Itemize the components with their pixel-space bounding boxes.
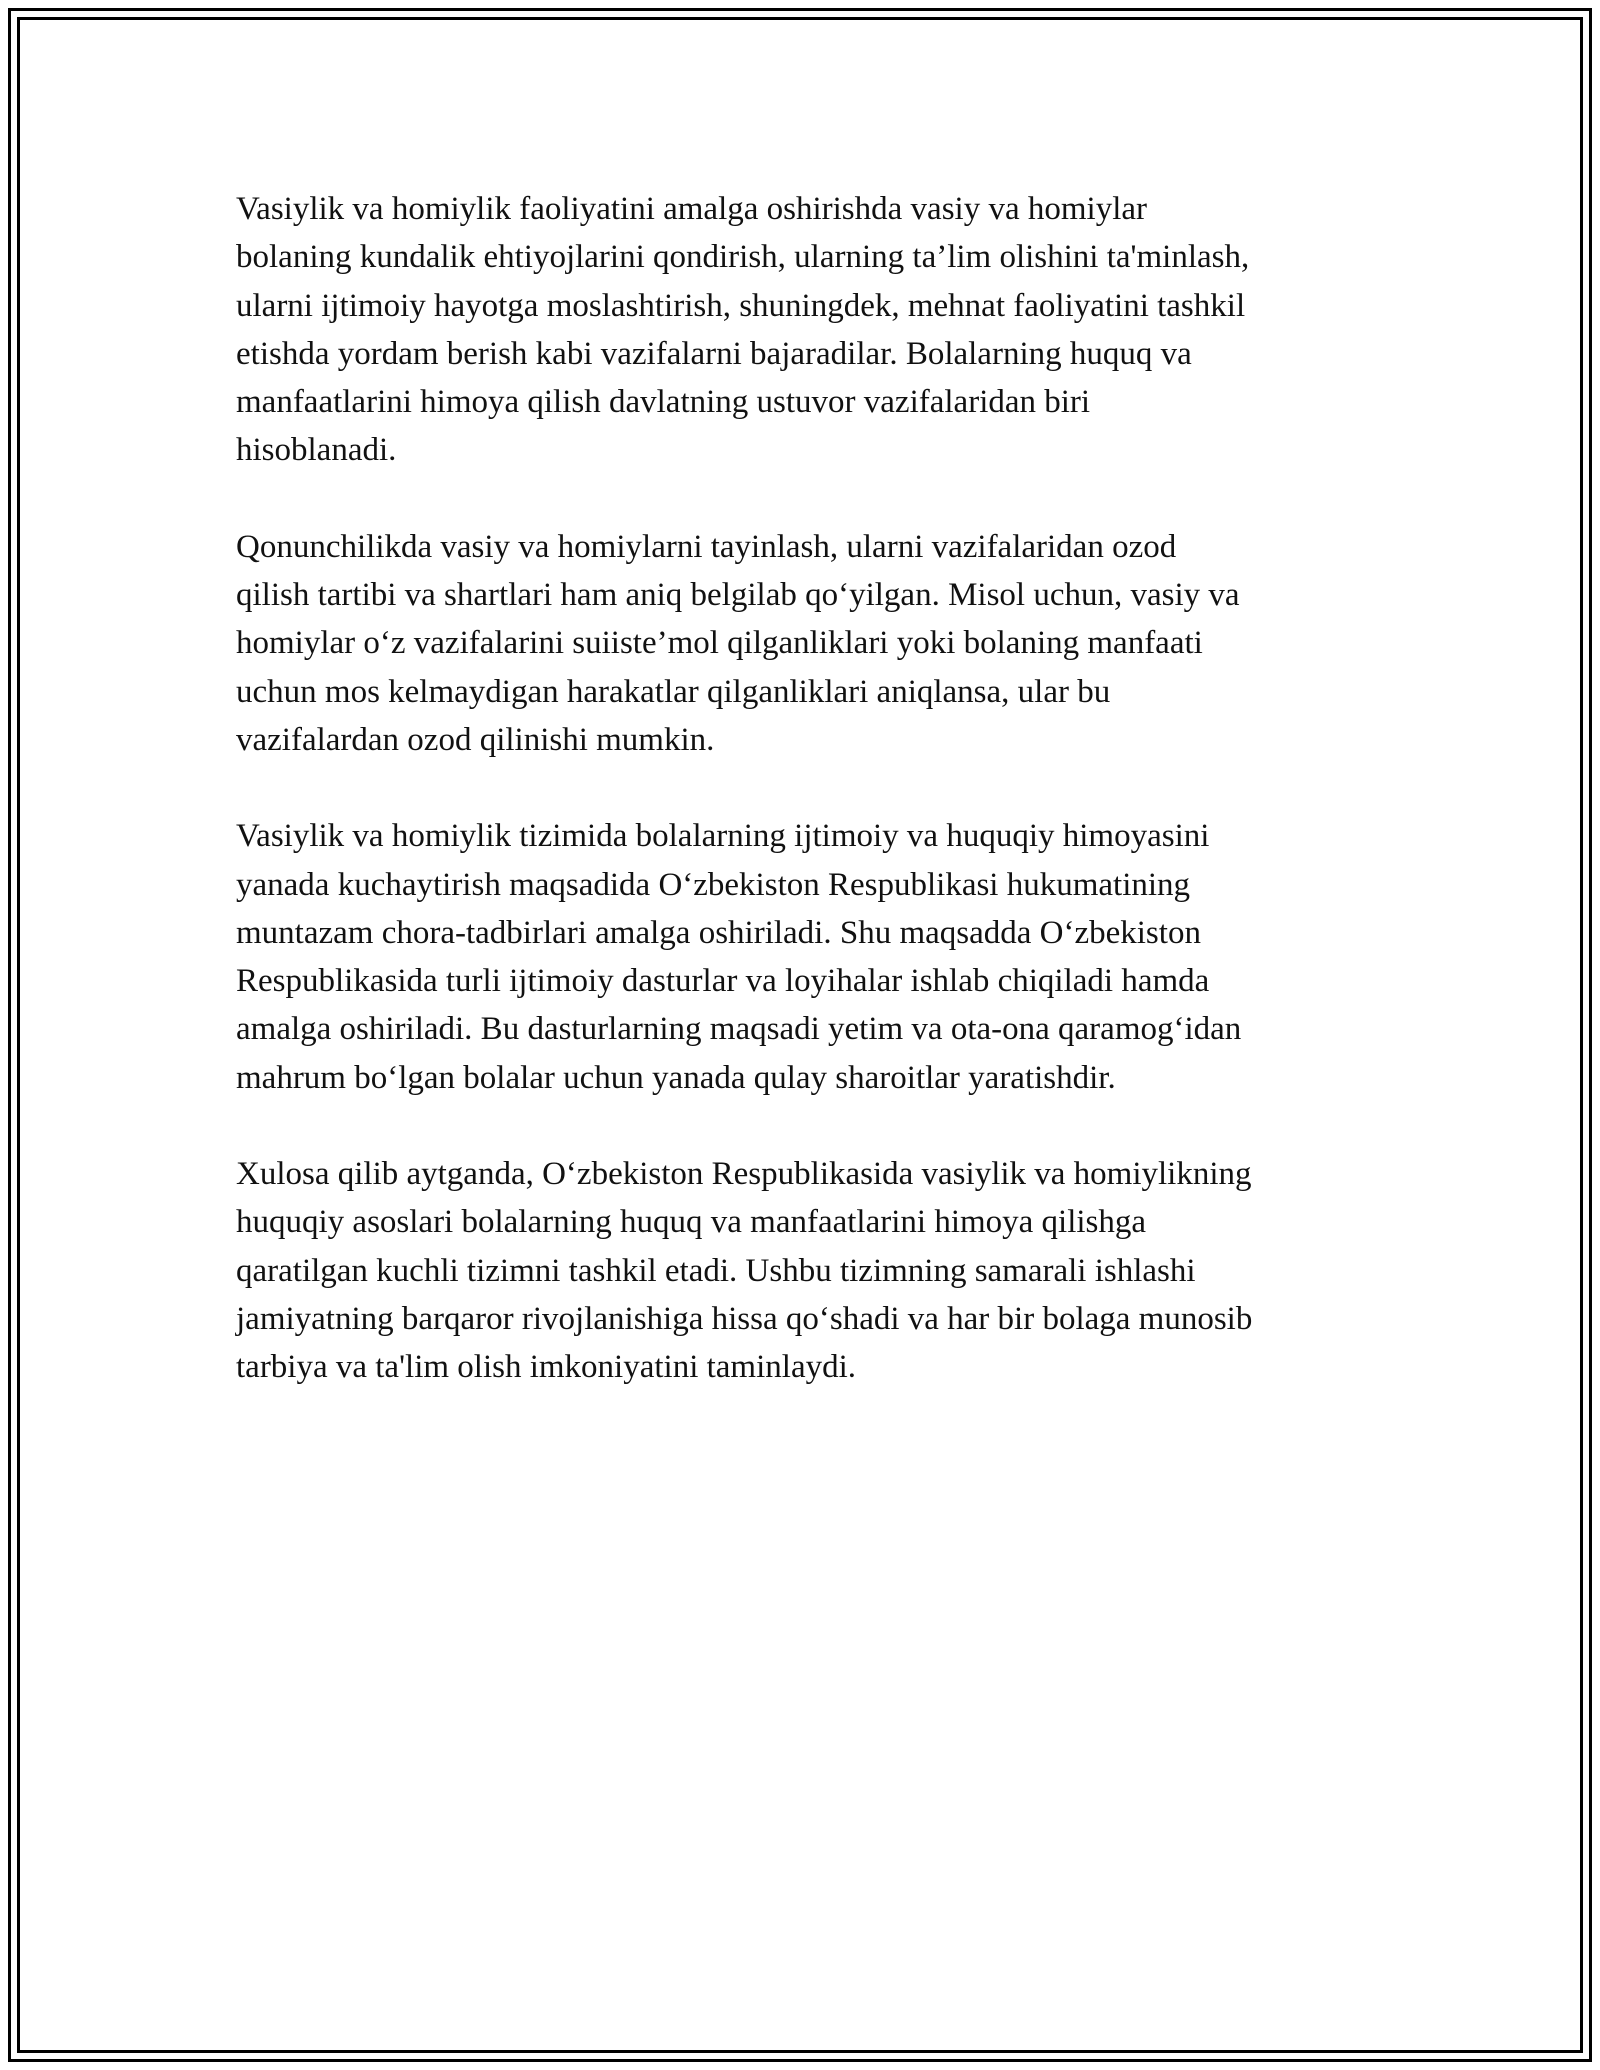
document-body bbox=[236, 185, 1386, 1440]
text-line: tarbiya va ta'lim olish imkoniyatini taminlaydi. bbox=[236, 1349, 857, 1386]
text-line: amalga oshiriladi. Bu dasturlarning maqsadi yetim va ota-ona qaramog‘idan bbox=[236, 1011, 1242, 1048]
text-line: etishda yordam berish kabi vazifalarni bajaradilar. Bolalarning huquq va bbox=[236, 335, 1192, 372]
paragraph-3 bbox=[236, 812, 1386, 1102]
text-line: Vasiylik va homiylik tizimida bolalarning ijtimoiy va huquqiy himoyasini bbox=[236, 818, 1210, 855]
text-line: jamiyatning barqaror rivojlanishiga hissa qo‘shadi va har bir bolaga munosib bbox=[236, 1300, 1253, 1337]
text-line: uchun mos kelmaydigan harakatlar qilganliklari aniqlansa, ular bu bbox=[236, 673, 1111, 710]
text-line: yanada kuchaytirish maqsadida O‘zbekiston Respublikasi hukumatining bbox=[236, 866, 1191, 903]
text-line: qaratilgan kuchli tizimni tashkil etadi. Ushbu tizimning samarali ishlashi bbox=[236, 1252, 1196, 1289]
text-line: Xulosa qilib aytganda, O‘zbekiston Respublikasida vasiylik va homiylikning bbox=[236, 1156, 1252, 1193]
text-line: vazifalardan ozod qilinishi mumkin. bbox=[236, 721, 715, 758]
text-line: Respublikasida turli ijtimoiy dasturlar va loyihalar ishlab chiqiladi hamda bbox=[236, 963, 1210, 1000]
paragraph-2 bbox=[236, 523, 1386, 764]
text-line: bolaning kundalik ehtiyojlarini qondirish, ularning ta’lim olishini ta'minlash, bbox=[236, 239, 1250, 276]
text-line: mahrum bo‘lgan bolalar uchun yanada qulay sharoitlar yaratishdir. bbox=[236, 1059, 1116, 1096]
text-line: huquqiy asoslari bolalarning huquq va manfaatlarini himoya qilishga bbox=[236, 1204, 1147, 1241]
text-line: Qonunchilikda vasiy va homiylarni tayinlash, ularni vazifalaridan ozod bbox=[236, 528, 1177, 565]
paragraph-1 bbox=[236, 185, 1386, 475]
text-line: ularni ijtimoiy hayotga moslashtirish, shuningdek, mehnat faoliyatini tashkil bbox=[236, 287, 1246, 324]
text-line: homiylar o‘z vazifalarini suiiste’mol qilganliklari yoki bolaning manfaati bbox=[236, 625, 1203, 662]
text-line: muntazam chora-tadbirlari amalga oshiriladi. Shu maqsadda O‘zbekiston bbox=[236, 914, 1201, 951]
text-line: qilish tartibi va shartlari ham aniq belgilab qo‘yilgan. Misol uchun, vasiy va bbox=[236, 577, 1240, 614]
text-line: hisoblanadi. bbox=[236, 432, 397, 469]
text-line: Vasiylik va homiylik faoliyatini amalga oshirishda vasiy va homiylar bbox=[236, 191, 1147, 227]
paragraph-4 bbox=[236, 1150, 1386, 1391]
text-line: manfaatlarini himoya qilish davlatning ustuvor vazifalaridan biri bbox=[236, 384, 1091, 421]
